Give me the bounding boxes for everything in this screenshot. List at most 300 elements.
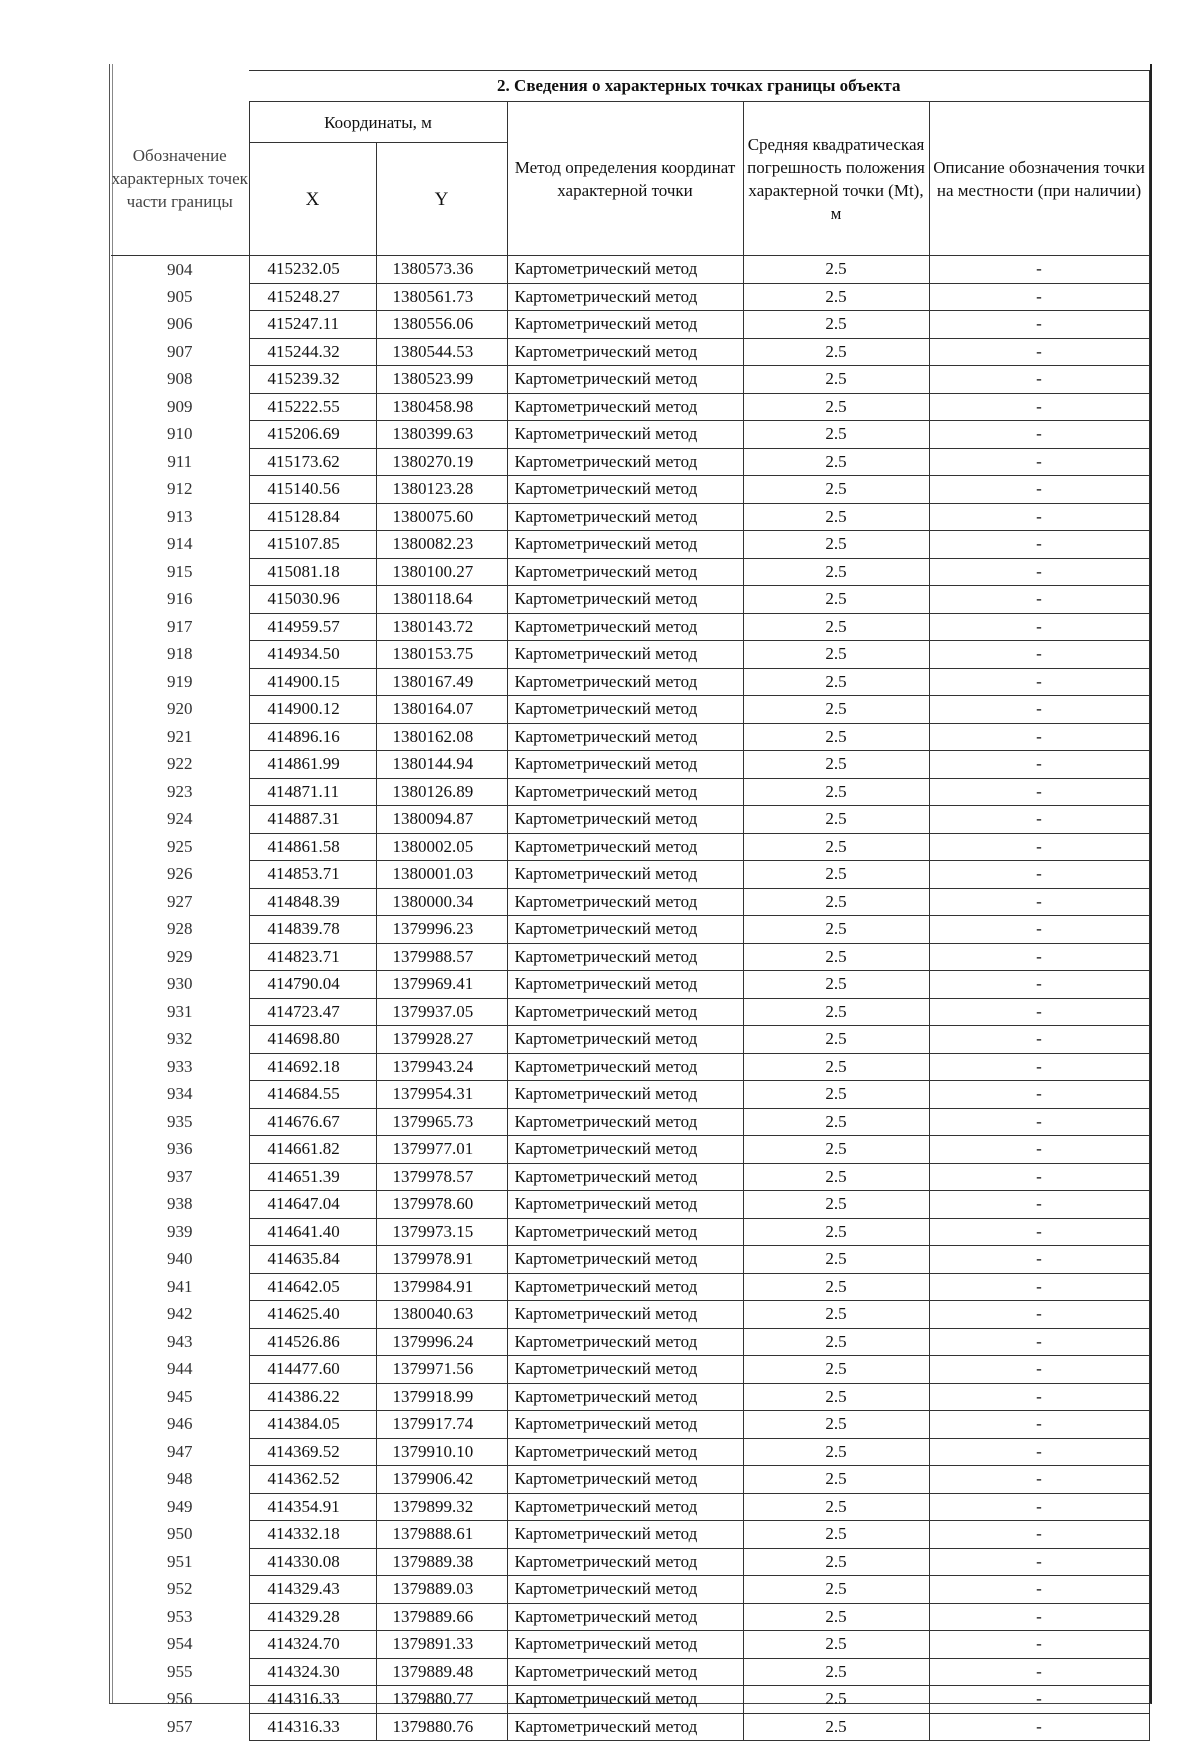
table-row [111, 1493, 1149, 1521]
error-cell: 2.5 [743, 448, 929, 476]
method-cell: Картометрический метод [507, 998, 743, 1026]
error-cell: 2.5 [743, 503, 929, 531]
description-cell: - [929, 1163, 1149, 1191]
point-id-cell: 919 [111, 668, 249, 696]
point-id-cell: 955 [111, 1658, 249, 1686]
error-cell: 2.5 [743, 1631, 929, 1659]
method-cell: Картометрический метод [507, 1328, 743, 1356]
table-row [111, 1383, 1149, 1411]
header-description: Описание обозначения точки на местности (при наличии) [929, 102, 1149, 256]
y-coordinate-cell: 1379965.73 [376, 1108, 507, 1136]
x-coordinate-cell: 414362.52 [249, 1466, 376, 1494]
x-coordinate-cell: 414641.40 [249, 1218, 376, 1246]
method-cell: Картометрический метод [507, 1246, 743, 1274]
error-cell: 2.5 [743, 1576, 929, 1604]
y-coordinate-cell: 1379977.01 [376, 1136, 507, 1164]
y-coordinate-cell: 1379996.23 [376, 916, 507, 944]
description-cell: - [929, 1411, 1149, 1439]
header-y: Y [376, 143, 507, 256]
y-coordinate-cell: 1380399.63 [376, 421, 507, 449]
description-cell: - [929, 1603, 1149, 1631]
table-row [111, 1548, 1149, 1576]
error-cell: 2.5 [743, 861, 929, 889]
error-cell: 2.5 [743, 613, 929, 641]
table-row [111, 833, 1149, 861]
point-id-cell: 951 [111, 1548, 249, 1576]
header-point-id: Обозначение характерных точек части границы [111, 102, 249, 256]
y-coordinate-cell: 1380000.34 [376, 888, 507, 916]
x-coordinate-cell: 414324.30 [249, 1658, 376, 1686]
method-cell: Картометрический метод [507, 1136, 743, 1164]
description-cell: - [929, 1053, 1149, 1081]
error-cell: 2.5 [743, 586, 929, 614]
point-id-cell: 948 [111, 1466, 249, 1494]
x-coordinate-cell: 415222.55 [249, 393, 376, 421]
description-cell: - [929, 1466, 1149, 1494]
description-cell: - [929, 888, 1149, 916]
error-cell: 2.5 [743, 1301, 929, 1329]
x-coordinate-cell: 414332.18 [249, 1521, 376, 1549]
point-id-cell: 953 [111, 1603, 249, 1631]
point-id-cell: 943 [111, 1328, 249, 1356]
description-cell: - [929, 1108, 1149, 1136]
y-coordinate-cell: 1379889.03 [376, 1576, 507, 1604]
y-coordinate-cell: 1380040.63 [376, 1301, 507, 1329]
table-row [111, 696, 1149, 724]
y-coordinate-cell: 1380123.28 [376, 476, 507, 504]
description-cell: - [929, 916, 1149, 944]
y-coordinate-cell: 1380082.23 [376, 531, 507, 559]
x-coordinate-cell: 414861.58 [249, 833, 376, 861]
error-cell: 2.5 [743, 311, 929, 339]
point-id-cell: 905 [111, 283, 249, 311]
table-row [111, 1301, 1149, 1329]
method-cell: Картометрический метод [507, 888, 743, 916]
description-cell: - [929, 1136, 1149, 1164]
y-coordinate-cell: 1379937.05 [376, 998, 507, 1026]
y-coordinate-cell: 1379943.24 [376, 1053, 507, 1081]
error-cell: 2.5 [743, 256, 929, 284]
description-cell: - [929, 613, 1149, 641]
point-id-cell: 940 [111, 1246, 249, 1274]
point-id-cell: 950 [111, 1521, 249, 1549]
y-coordinate-cell: 1380002.05 [376, 833, 507, 861]
table-row [111, 943, 1149, 971]
table-row [111, 806, 1149, 834]
method-cell: Картометрический метод [507, 613, 743, 641]
point-id-cell: 944 [111, 1356, 249, 1384]
table-row [111, 1603, 1149, 1631]
error-cell: 2.5 [743, 1136, 929, 1164]
table-row [111, 1521, 1149, 1549]
y-coordinate-cell: 1379954.31 [376, 1081, 507, 1109]
table-row [111, 1631, 1149, 1659]
point-id-cell: 921 [111, 723, 249, 751]
table-row [111, 1246, 1149, 1274]
table-row [111, 641, 1149, 669]
description-cell: - [929, 1493, 1149, 1521]
y-coordinate-cell: 1380270.19 [376, 448, 507, 476]
method-cell: Картометрический метод [507, 1713, 743, 1741]
method-cell: Картометрический метод [507, 1191, 743, 1219]
method-cell: Картометрический метод [507, 366, 743, 394]
y-coordinate-cell: 1379978.57 [376, 1163, 507, 1191]
point-id-cell: 911 [111, 448, 249, 476]
point-id-cell: 941 [111, 1273, 249, 1301]
method-cell: Картометрический метод [507, 751, 743, 779]
table-row [111, 888, 1149, 916]
method-cell: Картометрический метод [507, 1548, 743, 1576]
point-id-cell: 913 [111, 503, 249, 531]
method-cell: Картометрический метод [507, 476, 743, 504]
table-row [111, 1218, 1149, 1246]
description-cell: - [929, 1356, 1149, 1384]
table-row [111, 1081, 1149, 1109]
table-row [111, 668, 1149, 696]
x-coordinate-cell: 414900.12 [249, 696, 376, 724]
description-cell: - [929, 668, 1149, 696]
point-id-cell: 935 [111, 1108, 249, 1136]
x-coordinate-cell: 414676.67 [249, 1108, 376, 1136]
method-cell: Картометрический метод [507, 1053, 743, 1081]
table-row [111, 971, 1149, 999]
error-cell: 2.5 [743, 1246, 929, 1274]
table-row [111, 1026, 1149, 1054]
x-coordinate-cell: 414651.39 [249, 1163, 376, 1191]
x-coordinate-cell: 415173.62 [249, 448, 376, 476]
x-coordinate-cell: 415248.27 [249, 283, 376, 311]
description-cell: - [929, 586, 1149, 614]
y-coordinate-cell: 1379928.27 [376, 1026, 507, 1054]
x-coordinate-cell: 414369.52 [249, 1438, 376, 1466]
method-cell: Картометрический метод [507, 1218, 743, 1246]
table-row [111, 1108, 1149, 1136]
point-id-cell: 947 [111, 1438, 249, 1466]
header-coordinates: Координаты, м [249, 102, 507, 143]
table-row [111, 393, 1149, 421]
point-id-cell: 942 [111, 1301, 249, 1329]
error-cell: 2.5 [743, 1328, 929, 1356]
x-coordinate-cell: 414887.31 [249, 806, 376, 834]
table-row [111, 283, 1149, 311]
method-cell: Картометрический метод [507, 971, 743, 999]
description-cell: - [929, 861, 1149, 889]
point-id-cell: 914 [111, 531, 249, 559]
y-coordinate-cell: 1379891.33 [376, 1631, 507, 1659]
method-cell: Картометрический метод [507, 1301, 743, 1329]
x-coordinate-cell: 415239.32 [249, 366, 376, 394]
table-row [111, 586, 1149, 614]
description-cell: - [929, 1301, 1149, 1329]
table-row [111, 448, 1149, 476]
table-row [111, 1053, 1149, 1081]
table-row [111, 1438, 1149, 1466]
error-cell: 2.5 [743, 1521, 929, 1549]
y-coordinate-cell: 1379996.24 [376, 1328, 507, 1356]
method-cell: Картометрический метод [507, 1081, 743, 1109]
header-method: Метод определения координат характерной точки [507, 102, 743, 256]
table-row [111, 723, 1149, 751]
point-id-cell: 922 [111, 751, 249, 779]
description-cell: - [929, 476, 1149, 504]
y-coordinate-cell: 1380126.89 [376, 778, 507, 806]
header-x: X [249, 143, 376, 256]
point-id-cell: 909 [111, 393, 249, 421]
error-cell: 2.5 [743, 1356, 929, 1384]
error-cell: 2.5 [743, 338, 929, 366]
table-row [111, 366, 1149, 394]
error-cell: 2.5 [743, 393, 929, 421]
method-cell: Картометрический метод [507, 1383, 743, 1411]
description-cell: - [929, 1686, 1149, 1714]
error-cell: 2.5 [743, 641, 929, 669]
point-id-cell: 928 [111, 916, 249, 944]
x-coordinate-cell: 415232.05 [249, 256, 376, 284]
point-id-cell: 957 [111, 1713, 249, 1741]
method-cell: Картометрический метод [507, 531, 743, 559]
point-id-cell: 917 [111, 613, 249, 641]
description-cell: - [929, 696, 1149, 724]
point-id-cell: 929 [111, 943, 249, 971]
description-cell: - [929, 1328, 1149, 1356]
point-id-cell: 945 [111, 1383, 249, 1411]
method-cell: Картометрический метод [507, 1631, 743, 1659]
y-coordinate-cell: 1379910.10 [376, 1438, 507, 1466]
point-id-cell: 906 [111, 311, 249, 339]
method-cell: Картометрический метод [507, 1521, 743, 1549]
y-coordinate-cell: 1379978.91 [376, 1246, 507, 1274]
error-cell: 2.5 [743, 476, 929, 504]
point-id-cell: 927 [111, 888, 249, 916]
x-coordinate-cell: 414900.15 [249, 668, 376, 696]
error-cell: 2.5 [743, 1191, 929, 1219]
error-cell: 2.5 [743, 1383, 929, 1411]
y-coordinate-cell: 1379988.57 [376, 943, 507, 971]
y-coordinate-cell: 1379917.74 [376, 1411, 507, 1439]
x-coordinate-cell: 415140.56 [249, 476, 376, 504]
table-row [111, 476, 1149, 504]
table-row [111, 613, 1149, 641]
description-cell: - [929, 806, 1149, 834]
x-coordinate-cell: 414384.05 [249, 1411, 376, 1439]
point-id-cell: 910 [111, 421, 249, 449]
method-cell: Картометрический метод [507, 916, 743, 944]
y-coordinate-cell: 1379899.32 [376, 1493, 507, 1521]
error-cell: 2.5 [743, 1466, 929, 1494]
x-coordinate-cell: 414823.71 [249, 943, 376, 971]
y-coordinate-cell: 1380561.73 [376, 283, 507, 311]
table-row [111, 338, 1149, 366]
y-coordinate-cell: 1379889.48 [376, 1658, 507, 1686]
description-cell: - [929, 1713, 1149, 1741]
description-cell: - [929, 1548, 1149, 1576]
method-cell: Картометрический метод [507, 1438, 743, 1466]
page-border-left [109, 64, 110, 1704]
error-cell: 2.5 [743, 1081, 929, 1109]
table-row [111, 1686, 1149, 1714]
table-title-row [111, 71, 1149, 102]
table-row [111, 1356, 1149, 1384]
point-id-cell: 932 [111, 1026, 249, 1054]
method-cell: Картометрический метод [507, 1603, 743, 1631]
description-cell: - [929, 1218, 1149, 1246]
description-cell: - [929, 723, 1149, 751]
method-cell: Картометрический метод [507, 558, 743, 586]
x-coordinate-cell: 414871.11 [249, 778, 376, 806]
y-coordinate-cell: 1379971.56 [376, 1356, 507, 1384]
error-cell: 2.5 [743, 283, 929, 311]
y-coordinate-cell: 1380143.72 [376, 613, 507, 641]
point-id-cell: 923 [111, 778, 249, 806]
table-row [111, 751, 1149, 779]
y-coordinate-cell: 1379889.66 [376, 1603, 507, 1631]
description-cell: - [929, 751, 1149, 779]
method-cell: Картометрический метод [507, 338, 743, 366]
error-cell: 2.5 [743, 1658, 929, 1686]
error-cell: 2.5 [743, 806, 929, 834]
error-cell: 2.5 [743, 421, 929, 449]
error-cell: 2.5 [743, 1713, 929, 1741]
table-row [111, 778, 1149, 806]
method-cell: Картометрический метод [507, 1493, 743, 1521]
x-coordinate-cell: 414477.60 [249, 1356, 376, 1384]
description-cell: - [929, 1521, 1149, 1549]
y-coordinate-cell: 1380162.08 [376, 723, 507, 751]
description-cell: - [929, 531, 1149, 559]
error-cell: 2.5 [743, 531, 929, 559]
error-cell: 2.5 [743, 1493, 929, 1521]
method-cell: Картометрический метод [507, 668, 743, 696]
y-coordinate-cell: 1379880.77 [376, 1686, 507, 1714]
description-cell: - [929, 833, 1149, 861]
description-cell: - [929, 943, 1149, 971]
x-coordinate-cell: 414959.57 [249, 613, 376, 641]
x-coordinate-cell: 414661.82 [249, 1136, 376, 1164]
method-cell: Картометрический метод [507, 723, 743, 751]
y-coordinate-cell: 1379978.60 [376, 1191, 507, 1219]
x-coordinate-cell: 414861.99 [249, 751, 376, 779]
point-id-cell: 908 [111, 366, 249, 394]
x-coordinate-cell: 414386.22 [249, 1383, 376, 1411]
table-row [111, 1411, 1149, 1439]
y-coordinate-cell: 1380118.64 [376, 586, 507, 614]
x-coordinate-cell: 414692.18 [249, 1053, 376, 1081]
table-row [111, 1136, 1149, 1164]
error-cell: 2.5 [743, 1411, 929, 1439]
point-id-cell: 920 [111, 696, 249, 724]
point-id-cell: 924 [111, 806, 249, 834]
y-coordinate-cell: 1380458.98 [376, 393, 507, 421]
x-coordinate-cell: 414316.33 [249, 1713, 376, 1741]
error-cell: 2.5 [743, 1026, 929, 1054]
point-id-cell: 939 [111, 1218, 249, 1246]
table-row [111, 916, 1149, 944]
description-cell: - [929, 558, 1149, 586]
y-coordinate-cell: 1380544.53 [376, 338, 507, 366]
method-cell: Картометрический метод [507, 1686, 743, 1714]
section-title: 2. Сведения о характерных точках границы объекта [249, 71, 1149, 102]
x-coordinate-cell: 414896.16 [249, 723, 376, 751]
table-row [111, 1273, 1149, 1301]
header-error: Средняя квадратическая погрешность положения характерной точки (Mt), м [743, 102, 929, 256]
x-coordinate-cell: 414526.86 [249, 1328, 376, 1356]
point-id-cell: 938 [111, 1191, 249, 1219]
x-coordinate-cell: 414642.05 [249, 1273, 376, 1301]
error-cell: 2.5 [743, 1108, 929, 1136]
error-cell: 2.5 [743, 1163, 929, 1191]
point-id-cell: 952 [111, 1576, 249, 1604]
y-coordinate-cell: 1380573.36 [376, 256, 507, 284]
error-cell: 2.5 [743, 751, 929, 779]
table-row [111, 1466, 1149, 1494]
description-cell: - [929, 393, 1149, 421]
description-cell: - [929, 421, 1149, 449]
method-cell: Картометрический метод [507, 311, 743, 339]
x-coordinate-cell: 414698.80 [249, 1026, 376, 1054]
point-id-cell: 954 [111, 1631, 249, 1659]
error-cell: 2.5 [743, 888, 929, 916]
table-row [111, 1328, 1149, 1356]
x-coordinate-cell: 414647.04 [249, 1191, 376, 1219]
y-coordinate-cell: 1380144.94 [376, 751, 507, 779]
table-body [111, 256, 1149, 1741]
error-cell: 2.5 [743, 1603, 929, 1631]
x-coordinate-cell: 414848.39 [249, 888, 376, 916]
method-cell: Картометрический метод [507, 1466, 743, 1494]
x-coordinate-cell: 414839.78 [249, 916, 376, 944]
point-id-cell: 937 [111, 1163, 249, 1191]
error-cell: 2.5 [743, 558, 929, 586]
error-cell: 2.5 [743, 971, 929, 999]
method-cell: Картометрический метод [507, 448, 743, 476]
y-coordinate-cell: 1380164.07 [376, 696, 507, 724]
x-coordinate-cell: 414329.28 [249, 1603, 376, 1631]
x-coordinate-cell: 414324.70 [249, 1631, 376, 1659]
error-cell: 2.5 [743, 1686, 929, 1714]
table-row [111, 256, 1149, 284]
method-cell: Картометрический метод [507, 421, 743, 449]
point-id-cell: 956 [111, 1686, 249, 1714]
point-id-cell: 949 [111, 1493, 249, 1521]
description-cell: - [929, 1191, 1149, 1219]
description-cell: - [929, 283, 1149, 311]
description-cell: - [929, 1658, 1149, 1686]
x-coordinate-cell: 414684.55 [249, 1081, 376, 1109]
point-id-cell: 904 [111, 256, 249, 284]
y-coordinate-cell: 1379888.61 [376, 1521, 507, 1549]
x-coordinate-cell: 414625.40 [249, 1301, 376, 1329]
method-cell: Картометрический метод [507, 778, 743, 806]
description-cell: - [929, 1246, 1149, 1274]
x-coordinate-cell: 415247.11 [249, 311, 376, 339]
description-cell: - [929, 503, 1149, 531]
title-spacer [111, 71, 249, 102]
error-cell: 2.5 [743, 1438, 929, 1466]
table-row [111, 1163, 1149, 1191]
error-cell: 2.5 [743, 723, 929, 751]
y-coordinate-cell: 1379984.91 [376, 1273, 507, 1301]
method-cell: Картометрический метод [507, 1356, 743, 1384]
description-cell: - [929, 338, 1149, 366]
description-cell: - [929, 778, 1149, 806]
description-cell: - [929, 998, 1149, 1026]
description-cell: - [929, 311, 1149, 339]
point-id-cell: 926 [111, 861, 249, 889]
method-cell: Картометрический метод [507, 1411, 743, 1439]
y-coordinate-cell: 1380100.27 [376, 558, 507, 586]
method-cell: Картометрический метод [507, 696, 743, 724]
x-coordinate-cell: 414330.08 [249, 1548, 376, 1576]
